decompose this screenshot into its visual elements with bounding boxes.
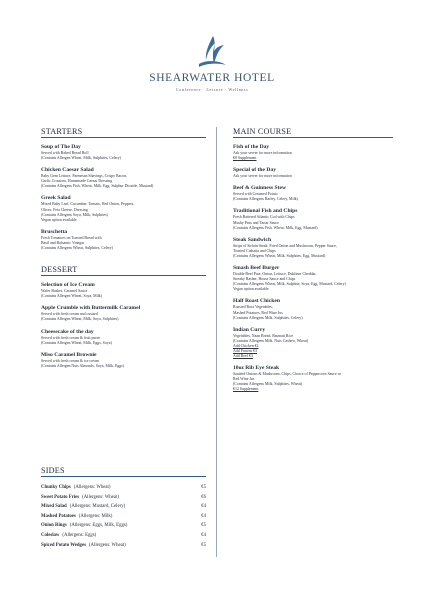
side-item-name: Onion Rings — [41, 523, 67, 529]
dish-description: Double Beef Pate, Onion, Lettuce, Dubliner Cheddar, — [233, 272, 317, 277]
section-title-main-course: MAIN COURSE — [233, 127, 292, 136]
dish-description: Baby Gem Lettuce, Parmesan Shavings, Crispy Bacon, — [41, 174, 127, 179]
side-item-label — [41, 512, 112, 522]
dish-name: Indian Curry — [233, 326, 266, 333]
side-item-label — [41, 493, 119, 503]
dish-description: (Contains Allergens Fish, Wheat, Milk, Egg, Sulphur Dioxide, Mustard) — [41, 184, 154, 189]
dish-description: Olives, Feta Cheese, Dressing — [41, 207, 88, 212]
side-item-price: €4 — [201, 504, 206, 510]
dish-description: Served with Creamed Potato — [233, 192, 278, 197]
menu-item — [233, 265, 393, 292]
bird-icon — [195, 34, 229, 74]
dish-description: Fresh Battered Atlantic Cod with Chips — [233, 215, 295, 220]
dish-description: Served with fresh cream and custard — [41, 312, 98, 317]
side-item-price: €5 — [201, 542, 206, 548]
side-item-label — [41, 483, 110, 493]
side-item-allergens: (Allergens: Eggs, Milk, Eggs) — [69, 523, 128, 529]
dish-supplement: €12 Supplement — [233, 387, 259, 392]
menu-item — [233, 144, 393, 161]
dish-description: (Contains Allergens Soya, Milk, Sulphites) — [41, 212, 108, 217]
dish-description: Mixed Baby Leaf, Cucumber, Tomato, Red Onion, Peppers, — [41, 202, 135, 207]
menu-item — [233, 298, 393, 320]
dish-description: (Contains Allergen Wheat, Milk, Eggs, Soya) — [41, 340, 112, 345]
dish-description: (Contains Allergens Wheat, Milk, Sulphite, Soya, Egg, Mustard, Celery) — [233, 282, 346, 287]
dish-description: (Contains Allergens Fish, Wheat, Milk, Egg, Mustard) — [233, 225, 318, 230]
starters-list — [41, 144, 206, 251]
sides-section — [41, 466, 206, 550]
side-item-allergens: (Allergens: Wheat) — [88, 542, 126, 548]
side-item — [41, 493, 206, 503]
dish-description: Basil and Balsamic Vinegar — [41, 240, 85, 245]
section-title-dessert: DESSERT — [41, 265, 78, 275]
menu-item — [233, 185, 393, 202]
side-item-label — [41, 521, 127, 531]
dish-description: Streaky Rasher, House Sauce and Chips — [233, 277, 296, 282]
dish-description: Mashed Potatoes, Red Wine Jus — [233, 310, 283, 315]
dessert-list — [41, 282, 206, 369]
starters-section — [41, 127, 206, 251]
section-title-sides: SIDES — [41, 466, 65, 475]
section-rule — [41, 275, 206, 276]
right-column — [233, 127, 393, 399]
dish-name: Smash Beef Burger — [233, 265, 280, 272]
dish-name: Cheesecake of the day — [41, 328, 94, 335]
side-item-allergens: (Allergens: Eggs) — [62, 532, 97, 538]
dish-description: Vegan option available — [41, 217, 77, 222]
dish-description: Served with fresh cream & fruit puree — [41, 335, 101, 340]
dish-description: (Contains Allergens Wheat, Milk, Sulphites, Egg, Mustard) — [233, 253, 326, 258]
dish-description: Red Wine Jus — [233, 377, 255, 382]
side-item — [41, 541, 206, 551]
side-item-price: €5 — [201, 523, 206, 529]
side-item-name: Chunky Chips — [41, 485, 71, 490]
dish-description: Served with Baked Bread Roll — [41, 151, 89, 155]
menu-item — [41, 229, 206, 251]
hotel-name: SHEARWATER HOTEL — [149, 72, 275, 84]
side-item-name: Sweet Potato Fries — [41, 494, 80, 500]
dish-name: Apple Crumble with Buttermilk Caramel — [41, 305, 141, 312]
section-rule — [41, 137, 206, 138]
dish-name: Chicken Caesar Salad — [41, 167, 94, 174]
side-item-price: €4 — [201, 513, 206, 519]
menu-item — [41, 167, 206, 189]
side-item — [41, 502, 206, 512]
dish-name: Beef & Guinness Stew — [233, 185, 286, 192]
dish-name: 10oz Rib Eye Steak — [233, 365, 280, 372]
dish-description: Vegetables, Naan Bread, Basmati Rice — [233, 333, 294, 338]
dish-description: (Contains Allergens Barley, Celery, Milk) — [233, 197, 298, 202]
menu-item — [41, 305, 206, 322]
side-item — [41, 521, 206, 531]
section-rule — [41, 476, 206, 477]
side-item-label — [41, 502, 125, 512]
dish-name: Soup of The Day — [41, 144, 81, 150]
dish-description: Ask your server for more information — [233, 174, 292, 179]
column-divider — [216, 127, 217, 557]
dish-description: Ask your server for more information — [233, 151, 292, 155]
menu-item — [233, 167, 393, 179]
dish-description: (Contains Allergens Wheat, Sulphites, Celery) — [41, 246, 114, 251]
dish-description: (Contains Allergens Milk, Nuts Cashew, Wheat) — [233, 338, 309, 343]
left-column — [41, 127, 206, 375]
side-item-price: €6 — [201, 494, 206, 500]
dish-description: Served with fresh cream & ice cream — [41, 358, 99, 363]
dish-name: Selection of Ice Cream — [41, 282, 95, 289]
side-item-allergens: (Allergens: Wheat) — [73, 485, 111, 490]
side-item-label — [41, 531, 96, 541]
dish-description: Toasted Ciabatta and Chips — [233, 248, 276, 253]
side-item-allergens: (Allergens: Milk) — [78, 513, 113, 519]
dish-supplement: Add Chicken €2 — [233, 343, 259, 348]
dessert-section — [41, 265, 206, 369]
dish-name: Fish of the Day — [233, 144, 270, 150]
dish-name: Special of the Day — [233, 167, 277, 174]
dish-name: Bruschetta — [41, 228, 68, 235]
side-item-name: Coleslaw — [41, 532, 60, 538]
dish-description: Strips of Sirloin Steak, Fried Onion and Mushroom, Pepper Sauce, — [233, 243, 337, 248]
hotel-tagline: Conference · Leisure · Wellness — [175, 87, 249, 92]
section-title-starters: STARTERS — [41, 127, 83, 136]
dish-description: Sautéed Onions & Mushroom, Chips, Choice of Peppercorn Sauce or — [233, 372, 341, 377]
side-item-name: Mashed Potatoes — [41, 513, 76, 519]
dish-description: Garlic Croutons, Homemade Caesar Dressing — [41, 179, 113, 184]
sides-list — [41, 483, 206, 550]
side-item-allergens: (Allergens: Wheat) — [82, 494, 119, 500]
dish-name: Greek Salad — [41, 195, 71, 202]
side-item-price: €4 — [201, 532, 206, 538]
dish-description: (Contains Allergen Nuts Almonds, Soya, Milk, Eggs) — [41, 363, 125, 368]
side-item — [41, 531, 206, 541]
dish-supplement: Add Prawns €3 — [233, 348, 257, 353]
side-item-price: €5 — [201, 485, 206, 490]
dish-description: Fresh Tomatoes on Toasted Bread with — [41, 235, 102, 240]
dish-description: (Contains Allergen Wheat, Milk, Sulphites, Celery) — [41, 156, 122, 161]
dish-description: Vegan option available — [233, 287, 269, 292]
menu-item — [233, 365, 393, 392]
side-item — [41, 512, 206, 522]
menu-item — [41, 352, 206, 369]
menu-item — [233, 237, 393, 259]
dish-description: Roasted Root Vegetables, — [233, 305, 273, 310]
side-item-name: Spiced Potato Wedges — [41, 542, 86, 548]
side-item-label — [41, 541, 126, 551]
menu-item — [233, 208, 393, 230]
menu-item — [41, 282, 206, 299]
menu-item — [41, 144, 206, 161]
menu-item — [41, 195, 206, 222]
dish-name: Steak Sandwich — [233, 236, 272, 243]
dish-description: Wafer Basket, Caramel Sauce — [41, 289, 88, 294]
dish-name: Miso Caramel Brownie — [41, 351, 97, 358]
section-rule — [233, 137, 393, 138]
side-item-name: Mixed Salad — [41, 504, 67, 510]
dish-name: Half Roast Chicken — [233, 298, 280, 305]
dish-supplement: Add Beef €3 — [233, 354, 253, 359]
main-course-section — [233, 127, 393, 393]
menu-item — [233, 327, 393, 359]
side-item — [41, 483, 206, 493]
dish-description: (Contains Allergens Milk, Sulphites, Celery) — [233, 315, 303, 320]
dish-supplement: €8 Supplement — [233, 156, 257, 161]
main-course-list — [233, 144, 393, 393]
dish-description: (Contains Allergen Wheat, Milk, Soya, Sulphites) — [41, 317, 119, 322]
dish-description: (Contains Allergens Milk, Sulphites, Wheat) — [233, 382, 303, 387]
menu-item — [41, 329, 206, 346]
dish-description: (Contains Allergen Wheat, Soya, Milk) — [41, 294, 103, 299]
side-item-allergens: (Allergens: Mustard, Celery) — [69, 504, 126, 510]
dish-description: Mushy Peas and Tartar Sauce — [233, 220, 279, 225]
dish-name: Traditional Fish and Chips — [233, 208, 298, 215]
